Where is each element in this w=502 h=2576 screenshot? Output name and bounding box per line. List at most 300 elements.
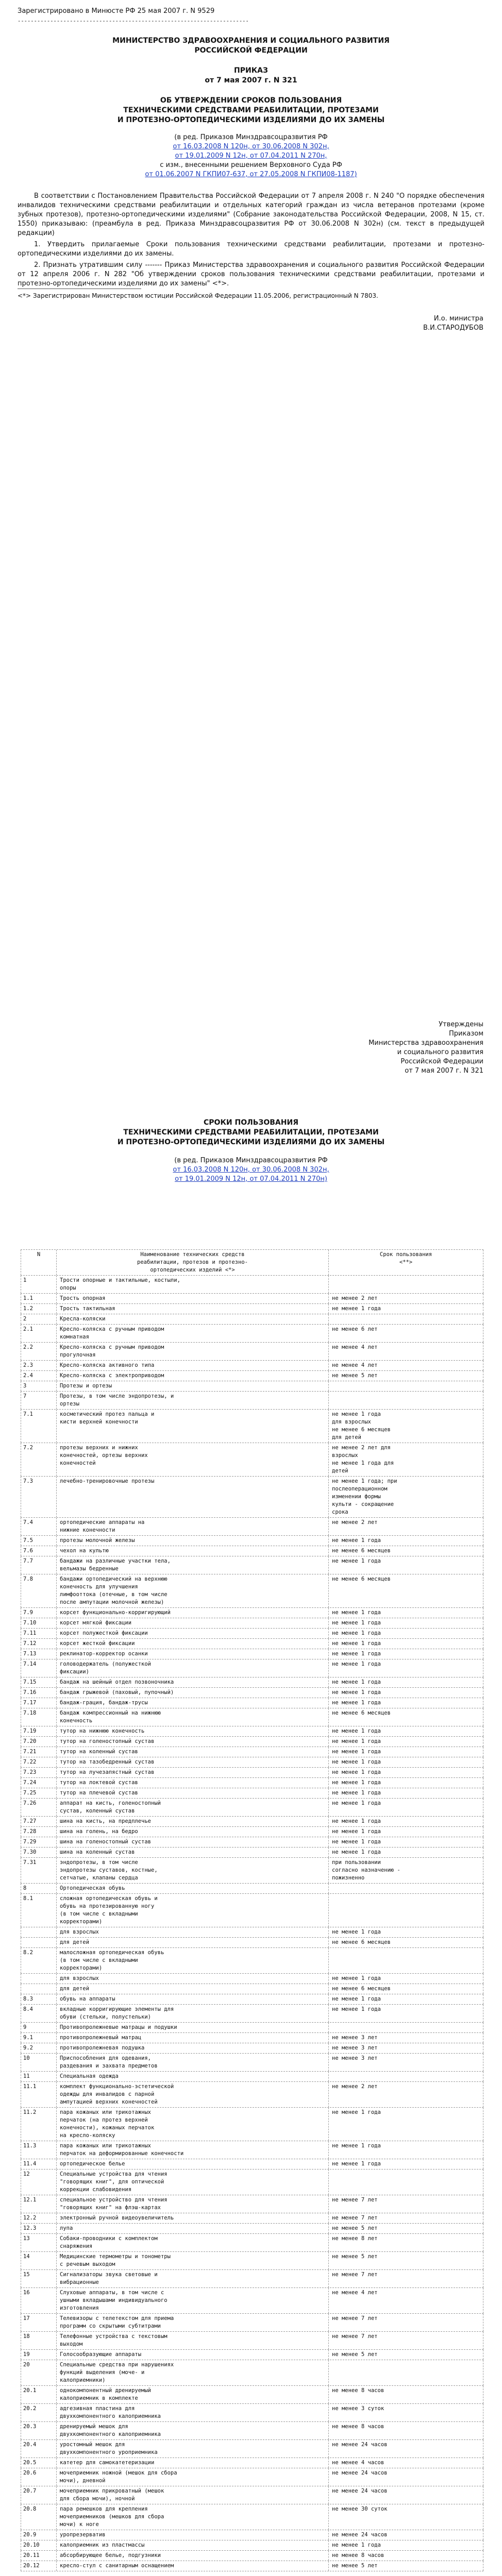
row-term: не менее 2 лет [329, 1294, 483, 1303]
signature-title: И.о. министра [433, 315, 483, 323]
approved-line: Приказом [449, 1030, 483, 1038]
row-term: не менее 1 года [329, 1757, 483, 1767]
row-number: 12 [21, 2170, 57, 2195]
row-name: ортопедическое белье [57, 2159, 329, 2169]
row-term: не менее 8 часов [329, 2422, 483, 2439]
row-number: 7.27 [21, 1817, 57, 1826]
row-term: не менее 1 года [329, 1778, 483, 1788]
row-number: 7.13 [21, 1649, 57, 1659]
table-row [21, 2270, 483, 2288]
table-row [21, 1343, 483, 1361]
table-row [21, 1546, 483, 1556]
row-name: противопролежневая подушка [57, 2043, 329, 2053]
row-term: не менее 1 года [329, 2540, 483, 2550]
table-row [21, 2540, 483, 2551]
row-term: не менее 1 года [329, 2141, 483, 2159]
row-number: 18 [21, 2332, 57, 2349]
row-number [21, 1974, 57, 1984]
row-term [329, 1276, 483, 1293]
approved-line: Российской Федерации [400, 1058, 483, 1065]
row-number: 3 [21, 1381, 57, 1391]
row-term: не менее 1 года [329, 1726, 483, 1736]
terms-table [21, 1249, 483, 2571]
row-number: 20.4 [21, 2440, 57, 2458]
row-name: шина на голень, на бедро [57, 1827, 329, 1837]
table-row [21, 1708, 483, 1726]
row-number: 11 [21, 2072, 57, 2081]
table-row [21, 1276, 483, 1294]
table-row [21, 2332, 483, 2350]
row-term: не менее 1 года [329, 1768, 483, 1777]
row-number [21, 1938, 57, 1947]
row-name: Трость опорная [57, 1294, 329, 1303]
amendment-line: с изм., внесенными решением Верховного Суда РФ [160, 161, 342, 169]
table-row [21, 2043, 483, 2054]
row-name: пара ремешков для крепления мочеприемников (мешков для сбора мочи) к ноге [57, 2504, 329, 2530]
row-number: 2.4 [21, 1371, 57, 1381]
row-number: 7.16 [21, 1688, 57, 1698]
row-name: мочеприемник ножной (мешок для сбора мочи), дневной [57, 2468, 329, 2486]
row-term [329, 1948, 483, 1973]
row-term: не менее 2 лет для взрослых не менее 1 года для детей [329, 1443, 483, 1476]
row-number: 7.31 [21, 1858, 57, 1883]
header-name: Наименование технических средств реабилитации, протезов и протезно- ортопедических изделий <*> [57, 1250, 329, 1275]
row-term: не менее 24 часов [329, 2530, 483, 2540]
row-number: 12.3 [21, 2224, 57, 2233]
row-name: Противопролежневые матрацы и подушки [57, 2023, 329, 2032]
row-name: шина на кисть, на предплечье [57, 1817, 329, 1826]
row-number: 7.26 [21, 1799, 57, 1816]
row-name: специальное устройство для чтения "говорящих книг" на флэш-картах [57, 2195, 329, 2213]
row-term: не менее 1 года [329, 1817, 483, 1826]
row-term: не менее 1 года [329, 1608, 483, 1618]
row-name: дренируемый мешок для двухкомпонентного калоприемника [57, 2422, 329, 2439]
table-row [21, 1938, 483, 1948]
table-row [21, 1757, 483, 1768]
row-term: не менее 4 лет [329, 1343, 483, 1360]
table-row [21, 1974, 483, 1984]
registration-line: Зарегистрировано в Минюсте РФ 25 мая 2007 г. N 9529 [18, 7, 215, 15]
table-row [21, 1477, 483, 1518]
table-row [21, 1858, 483, 1884]
row-name: Специальные средства при нарушениях функций выделения (моче- и калоприемники) [57, 2360, 329, 2385]
row-name: корсет жесткой фиксации [57, 1639, 329, 1649]
row-name: однокомпонентный дренируемый калоприемник в комплекте [57, 2386, 329, 2403]
row-name: эндопротезы, в том числе эндопротезы суставов, костные, сетчатые, клапаны сердца [57, 1858, 329, 1883]
table-row [21, 1361, 483, 1371]
table-row [21, 2422, 483, 2440]
row-term: не менее 7 лет [329, 2213, 483, 2223]
table-row [21, 1848, 483, 1858]
table-row [21, 1381, 483, 1392]
row-number: 11.1 [21, 2082, 57, 2107]
row-term [329, 2072, 483, 2081]
table-row [21, 2288, 483, 2314]
row-name: ортопедические аппараты на нижние конечности [57, 1518, 329, 1535]
row-name: Трости опорные и тактильные, костыли, опоры [57, 1276, 329, 1293]
table-row [21, 2504, 483, 2530]
row-number: 7.15 [21, 1677, 57, 1687]
table-row [21, 1639, 483, 1649]
row-name: Специальные устройства для чтения "говорящих книг", для оптической коррекции слабовидения [57, 2170, 329, 2195]
row-term: не менее 6 месяцев [329, 1574, 483, 1607]
row-number: 20.6 [21, 2468, 57, 2486]
terms-title-2: ТЕХНИЧЕСКИМИ СРЕДСТВАМИ РЕАБИЛИТАЦИИ, ПРОТЕЗАМИ [123, 1128, 379, 1137]
row-term: не менее 1 года [329, 2108, 483, 2141]
table-row [21, 2530, 483, 2540]
row-name: Телевизоры с телетекстом для приема программ со скрытыми субтитрами [57, 2314, 329, 2331]
table-body [21, 1276, 483, 2571]
row-name: Кресла-коляски [57, 1314, 329, 1324]
table-row [21, 1659, 483, 1677]
row-name: головодержатель (полужесткой фиксации) [57, 1659, 329, 1677]
table-row [21, 2252, 483, 2270]
table-row [21, 1677, 483, 1688]
table-row [21, 2561, 483, 2571]
table-header-row [21, 1249, 483, 1276]
row-name: Протезы, в том числе эндопротезы, и ортезы [57, 1392, 329, 1409]
row-name: мочеприемник прикроватный (мешок для сбора мочи), ночной [57, 2486, 329, 2504]
row-number: 8.2 [21, 1948, 57, 1973]
row-number: 7.20 [21, 1737, 57, 1747]
row-name: малосложная ортопедическая обувь (в том числе с вкладными корректорами) [57, 1948, 329, 1973]
row-name: Собаки-проводники с комплектом снаряжения [57, 2234, 329, 2251]
row-name: косметический протез пальца и кисти верхней конечности [57, 1410, 329, 1443]
row-number: 7.11 [21, 1629, 57, 1638]
row-term: не менее 1 года [329, 1688, 483, 1698]
table-row [21, 2141, 483, 2159]
row-name: комплект функционально-эстетической одежды для инвалидов с парной ампутацией верхних конечностей [57, 2082, 329, 2107]
order-subject-2: ТЕХНИЧЕСКИМИ СРЕДСТВАМИ РЕАБИЛИТАЦИИ, ПРОТЕЗАМИ [123, 106, 379, 114]
table-row [21, 1817, 483, 1827]
row-number: 11.4 [21, 2159, 57, 2169]
row-name: для детей [57, 1984, 329, 1994]
row-number: 2.3 [21, 1361, 57, 1370]
row-name: тутор на коленный сустав [57, 1747, 329, 1757]
row-name: тутор на нижнюю конечность [57, 1726, 329, 1736]
row-number: 7.29 [21, 1837, 57, 1847]
row-name: для детей [57, 1938, 329, 1947]
row-term: не менее 6 месяцев [329, 1546, 483, 1556]
table-row [21, 1574, 483, 1608]
row-name: тутор на голеностопный сустав [57, 1737, 329, 1747]
row-term: не менее 1 года [329, 1994, 483, 2004]
amendment-line: (в ред. Приказов Минздравсоцразвития РФ [174, 133, 328, 141]
row-term: не менее 5 лет [329, 2224, 483, 2233]
approved-line: Утверждены [439, 1021, 483, 1028]
row-term: не менее 2 лет [329, 2082, 483, 2107]
row-term: не менее 24 часов [329, 2486, 483, 2504]
point-1: 1. Утвердить прилагаемые Сроки пользования техническими средствами реабилитации, протезами и протезно-ортопедическими изделиями до их замены. [18, 241, 484, 258]
row-term: не менее 4 лет [329, 2288, 483, 2313]
row-number: 19 [21, 2350, 57, 2360]
row-name: аппарат на кисть, голеностопный сустав, коленный сустав [57, 1799, 329, 1816]
registration-rule: ----------------------------------------------------------------------- [18, 18, 249, 24]
table-row [21, 2458, 483, 2468]
row-name: Кресло-коляска активного типа [57, 1361, 329, 1370]
row-number: 7.23 [21, 1768, 57, 1777]
row-term: не менее 1 года; при послеоперационном изменении формы культи - сокращение срока [329, 1477, 483, 1517]
table-row [21, 1688, 483, 1698]
row-number: 20.9 [21, 2530, 57, 2540]
row-name: пара кожаных или трикотажных перчаток (на протез верхней конечности), кожаных перчаток на кресло-коляску [57, 2108, 329, 2141]
row-name: Протезы и ортезы [57, 1381, 329, 1391]
table-row [21, 2082, 483, 2108]
row-number: 11.2 [21, 2108, 57, 2141]
row-name: бандажи ортопедический на верхнюю конечность для улучшения лимфооттока (отечные, в том числе после ампутации молочной железы) [57, 1574, 329, 1607]
row-number: 11.3 [21, 2141, 57, 2159]
row-name: тутор на локтевой сустав [57, 1778, 329, 1788]
row-number: 20.8 [21, 2504, 57, 2530]
row-number: 8 [21, 1884, 57, 1893]
row-number: 20.12 [21, 2561, 57, 2571]
row-term: не менее 3 лет [329, 2033, 483, 2043]
row-name: абсорбирующее белье, подгузники [57, 2551, 329, 2561]
row-name: Ортопедическая обувь [57, 1884, 329, 1893]
row-term: не менее 5 лет [329, 2350, 483, 2360]
row-term: не менее 6 месяцев [329, 1938, 483, 1947]
table-row [21, 2486, 483, 2504]
row-term: не менее 6 лет [329, 1325, 483, 1342]
amendment-link[interactable]: от 16.03.2008 N 120н, от 30.06.2008 N 302н, [173, 143, 329, 150]
row-term [329, 2360, 483, 2385]
footnote-top: <*> Зарегистрирован Министерством юстиции Российской Федерации 11.05.2006, регистрационный N 7803. [18, 292, 378, 299]
row-name: корсет полужесткой фиксации [57, 1629, 329, 1638]
row-name: реклинатор-корректор осанки [57, 1649, 329, 1659]
row-name: пара кожаных или трикотажных перчаток на деформированные конечности [57, 2141, 329, 2159]
table-row [21, 2170, 483, 2195]
row-term: не менее 6 месяцев [329, 1708, 483, 1726]
row-name: Медицинские термометры и тонометры с речевым выходом [57, 2252, 329, 2269]
table-row [21, 1294, 483, 1304]
row-term: не менее 1 года [329, 1677, 483, 1687]
amendment-link[interactable]: от 19.01.2009 N 12н, от 07.04.2011 N 270н, [175, 152, 327, 160]
table-row [21, 2224, 483, 2234]
table-row [21, 1994, 483, 2005]
row-number: 7.6 [21, 1546, 57, 1556]
row-name: тутор на лучезапястный сустав [57, 1768, 329, 1777]
terms-amendment-line: (в ред. Приказов Минздравсоцразвития РФ [174, 1157, 328, 1164]
row-term: не менее 6 месяцев [329, 1984, 483, 1994]
table-row [21, 1948, 483, 1974]
row-name: бандаж компрессионный на нижнюю конечность [57, 1708, 329, 1726]
row-term [329, 1314, 483, 1324]
row-number: 7 [21, 1392, 57, 1409]
row-number: 17 [21, 2314, 57, 2331]
table-row [21, 1556, 483, 1574]
table-row [21, 1894, 483, 1927]
row-term: не менее 1 года [329, 1659, 483, 1677]
table-row [21, 1837, 483, 1848]
row-name: шина на голеностопный сустав [57, 1837, 329, 1847]
row-number: 20.5 [21, 2458, 57, 2468]
row-number: 7.30 [21, 1848, 57, 1857]
row-number: 7.7 [21, 1556, 57, 1574]
row-number: 20.11 [21, 2551, 57, 2561]
terms-amendment-link[interactable]: от 19.01.2009 N 12н, от 07.04.2011 N 270н) [175, 1175, 327, 1183]
row-name: Голосообразующие аппараты [57, 2350, 329, 2360]
row-number: 8.3 [21, 1994, 57, 2004]
row-number: 12.2 [21, 2213, 57, 2223]
row-number: 7.24 [21, 1778, 57, 1788]
amendment-link[interactable]: от 01.06.2007 N ГКПИ07-637, от 27.05.2008 N ГКПИ08-1187) [145, 171, 357, 178]
table-row [21, 2234, 483, 2252]
row-name: для взрослых [57, 1927, 329, 1937]
row-name: адгезивная пластина для двухкомпонентного калоприемника [57, 2404, 329, 2421]
point-2: 2. Признать утратившим силу ------- Приказ Министерства здравоохранения и социального развития Российской Федерации от 12 апреля 2006 г. N 282 "Об утверждении сроков пользования техническими средствами реабилитации, протезами и протезно-ортопедическими изделиями до их замены" <*>. [18, 261, 484, 287]
row-term: не менее 1 года [329, 1639, 483, 1649]
row-name: чехол на культю [57, 1546, 329, 1556]
row-term: не менее 1 года [329, 1649, 483, 1659]
row-number: 7.12 [21, 1639, 57, 1649]
row-number: 9 [21, 2023, 57, 2032]
row-number: 2.2 [21, 1343, 57, 1360]
row-name: кресло-стул с санитарным оснащением [57, 2561, 329, 2571]
row-term: не менее 1 года [329, 1536, 483, 1546]
row-name: бандаж на шейный отдел позвоночника [57, 1677, 329, 1687]
terms-title-1: СРОКИ ПОЛЬЗОВАНИЯ [204, 1118, 298, 1127]
row-term [329, 2023, 483, 2032]
row-name: Сигнализаторы звука световые и вибрационные [57, 2270, 329, 2287]
signature-name: В.И.СТАРОДУБОВ [423, 324, 483, 332]
header-term: Срок пользования <**> [329, 1250, 483, 1275]
row-term: при пользовании согласно назначению - пожизненно [329, 1858, 483, 1883]
row-number: 9.1 [21, 2033, 57, 2043]
table-row [21, 1618, 483, 1629]
row-number: 8.1 [21, 1894, 57, 1927]
row-name: Трость тактильная [57, 1304, 329, 1314]
row-number: 9.2 [21, 2043, 57, 2053]
row-term: не менее 4 часов [329, 2458, 483, 2468]
row-number: 14 [21, 2252, 57, 2269]
table-row [21, 2551, 483, 2561]
row-term: не менее 1 года [329, 1974, 483, 1984]
row-number: 1 [21, 1276, 57, 1293]
row-number: 20.10 [21, 2540, 57, 2550]
intro-paragraph: В соответствии с Постановлением Правительства Российской Федерации от 7 апреля 2008 г. N 240 "О порядке обеспечения инвалидов техническими средствами реабилитации и отдельных категорий граждан из числа ветеранов протезами (кроме зубных протезов), протезно-ортопедическими изделиями" (Собрание законодательства Российской Федерации, 2008, N 15, ст. 1550) приказываю: (преамбула в ред. Приказа Минздравсоцразвития РФ от 30.06.2008 N 302н) (см. текст в предыдущей редакции) [18, 192, 484, 237]
row-number: 7.2 [21, 1443, 57, 1476]
row-number: 7.18 [21, 1708, 57, 1726]
row-number: 20.7 [21, 2486, 57, 2504]
table-row [21, 2023, 483, 2033]
table-row [21, 2072, 483, 2082]
row-name: обувь на аппараты [57, 1994, 329, 2004]
row-name: бандаж-грация, бандаж-трусы [57, 1698, 329, 1708]
row-number: 7.21 [21, 1747, 57, 1757]
row-term [329, 1894, 483, 1927]
row-term: не менее 1 года [329, 2005, 483, 2022]
table-row [21, 2440, 483, 2458]
row-term: не менее 1 года для взрослых не менее 6 месяцев для детей [329, 1410, 483, 1443]
table-row [21, 1325, 483, 1343]
row-term: не менее 24 часов [329, 2440, 483, 2458]
row-number: 7.28 [21, 1827, 57, 1837]
row-number [21, 1927, 57, 1937]
row-term: не менее 7 лет [329, 2332, 483, 2349]
row-name: лечебно-тренировочные протезы [57, 1477, 329, 1517]
table-row [21, 1778, 483, 1788]
table-row [21, 1747, 483, 1757]
table-row [21, 1392, 483, 1410]
row-term: не менее 4 лет [329, 1361, 483, 1370]
row-term: не менее 1 года [329, 2159, 483, 2169]
row-term [329, 2170, 483, 2195]
row-term: не менее 8 часов [329, 2386, 483, 2403]
row-number: 10 [21, 2054, 57, 2071]
row-name: уростомный мешок для двухкомпонентного уроприемника [57, 2440, 329, 2458]
row-name: Слуховые аппараты, в том числе с ушными вкладышами индивидуального изготовления [57, 2288, 329, 2313]
row-name: шина на коленный сустав [57, 1848, 329, 1857]
table-row [21, 1443, 483, 1477]
row-name: Телефонные устройства с текстовым выходом [57, 2332, 329, 2349]
approved-line: Министерства здравоохранения [369, 1039, 483, 1047]
row-name: лупа [57, 2224, 329, 2233]
row-name: противопролежневый матрац [57, 2033, 329, 2043]
row-term: не менее 1 года [329, 1737, 483, 1747]
table-row [21, 1698, 483, 1708]
row-term: не менее 7 лет [329, 2195, 483, 2213]
row-name: для взрослых [57, 1974, 329, 1984]
row-number: 15 [21, 2270, 57, 2287]
row-number: 7.3 [21, 1477, 57, 1517]
table-row [21, 2350, 483, 2360]
row-term: не менее 5 лет [329, 2252, 483, 2269]
table-row [21, 1827, 483, 1837]
row-name: катетер для самокатетеризации [57, 2458, 329, 2468]
row-term: не менее 1 года [329, 1629, 483, 1638]
row-name: тутор на тазобедренный сустав [57, 1757, 329, 1767]
table-row [21, 1304, 483, 1314]
approved-line: от 7 мая 2007 г. N 321 [405, 1067, 483, 1075]
row-name: электронный ручной видеоувеличитель [57, 2213, 329, 2223]
row-name: тутор на плечевой сустав [57, 1788, 329, 1798]
ministry-line-1: МИНИСТЕРСТВО ЗДРАВООХРАНЕНИЯ И СОЦИАЛЬНОГО РАЗВИТИЯ [112, 37, 390, 45]
order-subject-1: ОБ УТВЕРЖДЕНИИ СРОКОВ ПОЛЬЗОВАНИЯ [160, 96, 342, 105]
table-row [21, 1788, 483, 1799]
table-row [21, 1737, 483, 1747]
table-row [21, 2468, 483, 2486]
row-term: не менее 1 года [329, 1837, 483, 1847]
row-number: 7.19 [21, 1726, 57, 1736]
row-number: 1.1 [21, 1294, 57, 1303]
row-term [329, 1392, 483, 1409]
row-term: не менее 8 лет [329, 2234, 483, 2251]
row-name: корсет функционально-корригирующий [57, 1608, 329, 1618]
row-term: не менее 1 года [329, 1618, 483, 1628]
row-name: Кресло-коляска с электроприводом [57, 1371, 329, 1381]
table-row [21, 1649, 483, 1659]
table-row [21, 2213, 483, 2224]
row-term: не менее 1 года [329, 1556, 483, 1574]
order-subject-3: И ПРОТЕЗНО-ОРТОПЕДИЧЕСКИМИ ИЗДЕЛИЯМИ ДО ИХ ЗАМЕНЫ [117, 116, 385, 124]
row-number: 1.2 [21, 1304, 57, 1314]
table-row [21, 2195, 483, 2213]
table-row [21, 2005, 483, 2023]
row-term [329, 1884, 483, 1893]
row-term: не менее 1 года [329, 1747, 483, 1757]
row-number: 20.1 [21, 2386, 57, 2403]
row-name: Приспособления для одевания, раздевания и захвата предметов [57, 2054, 329, 2071]
row-number: 2 [21, 1314, 57, 1324]
row-term: не менее 3 лет [329, 2054, 483, 2071]
row-number: 7.22 [21, 1757, 57, 1767]
row-number: 7.17 [21, 1698, 57, 1708]
terms-amendment-link[interactable]: от 16.03.2008 N 120н, от 30.06.2008 N 302н, [173, 1166, 329, 1174]
row-term: не менее 5 лет [329, 1371, 483, 1381]
row-term: не менее 1 года [329, 1848, 483, 1857]
table-row [21, 1608, 483, 1618]
table-row [21, 1768, 483, 1778]
